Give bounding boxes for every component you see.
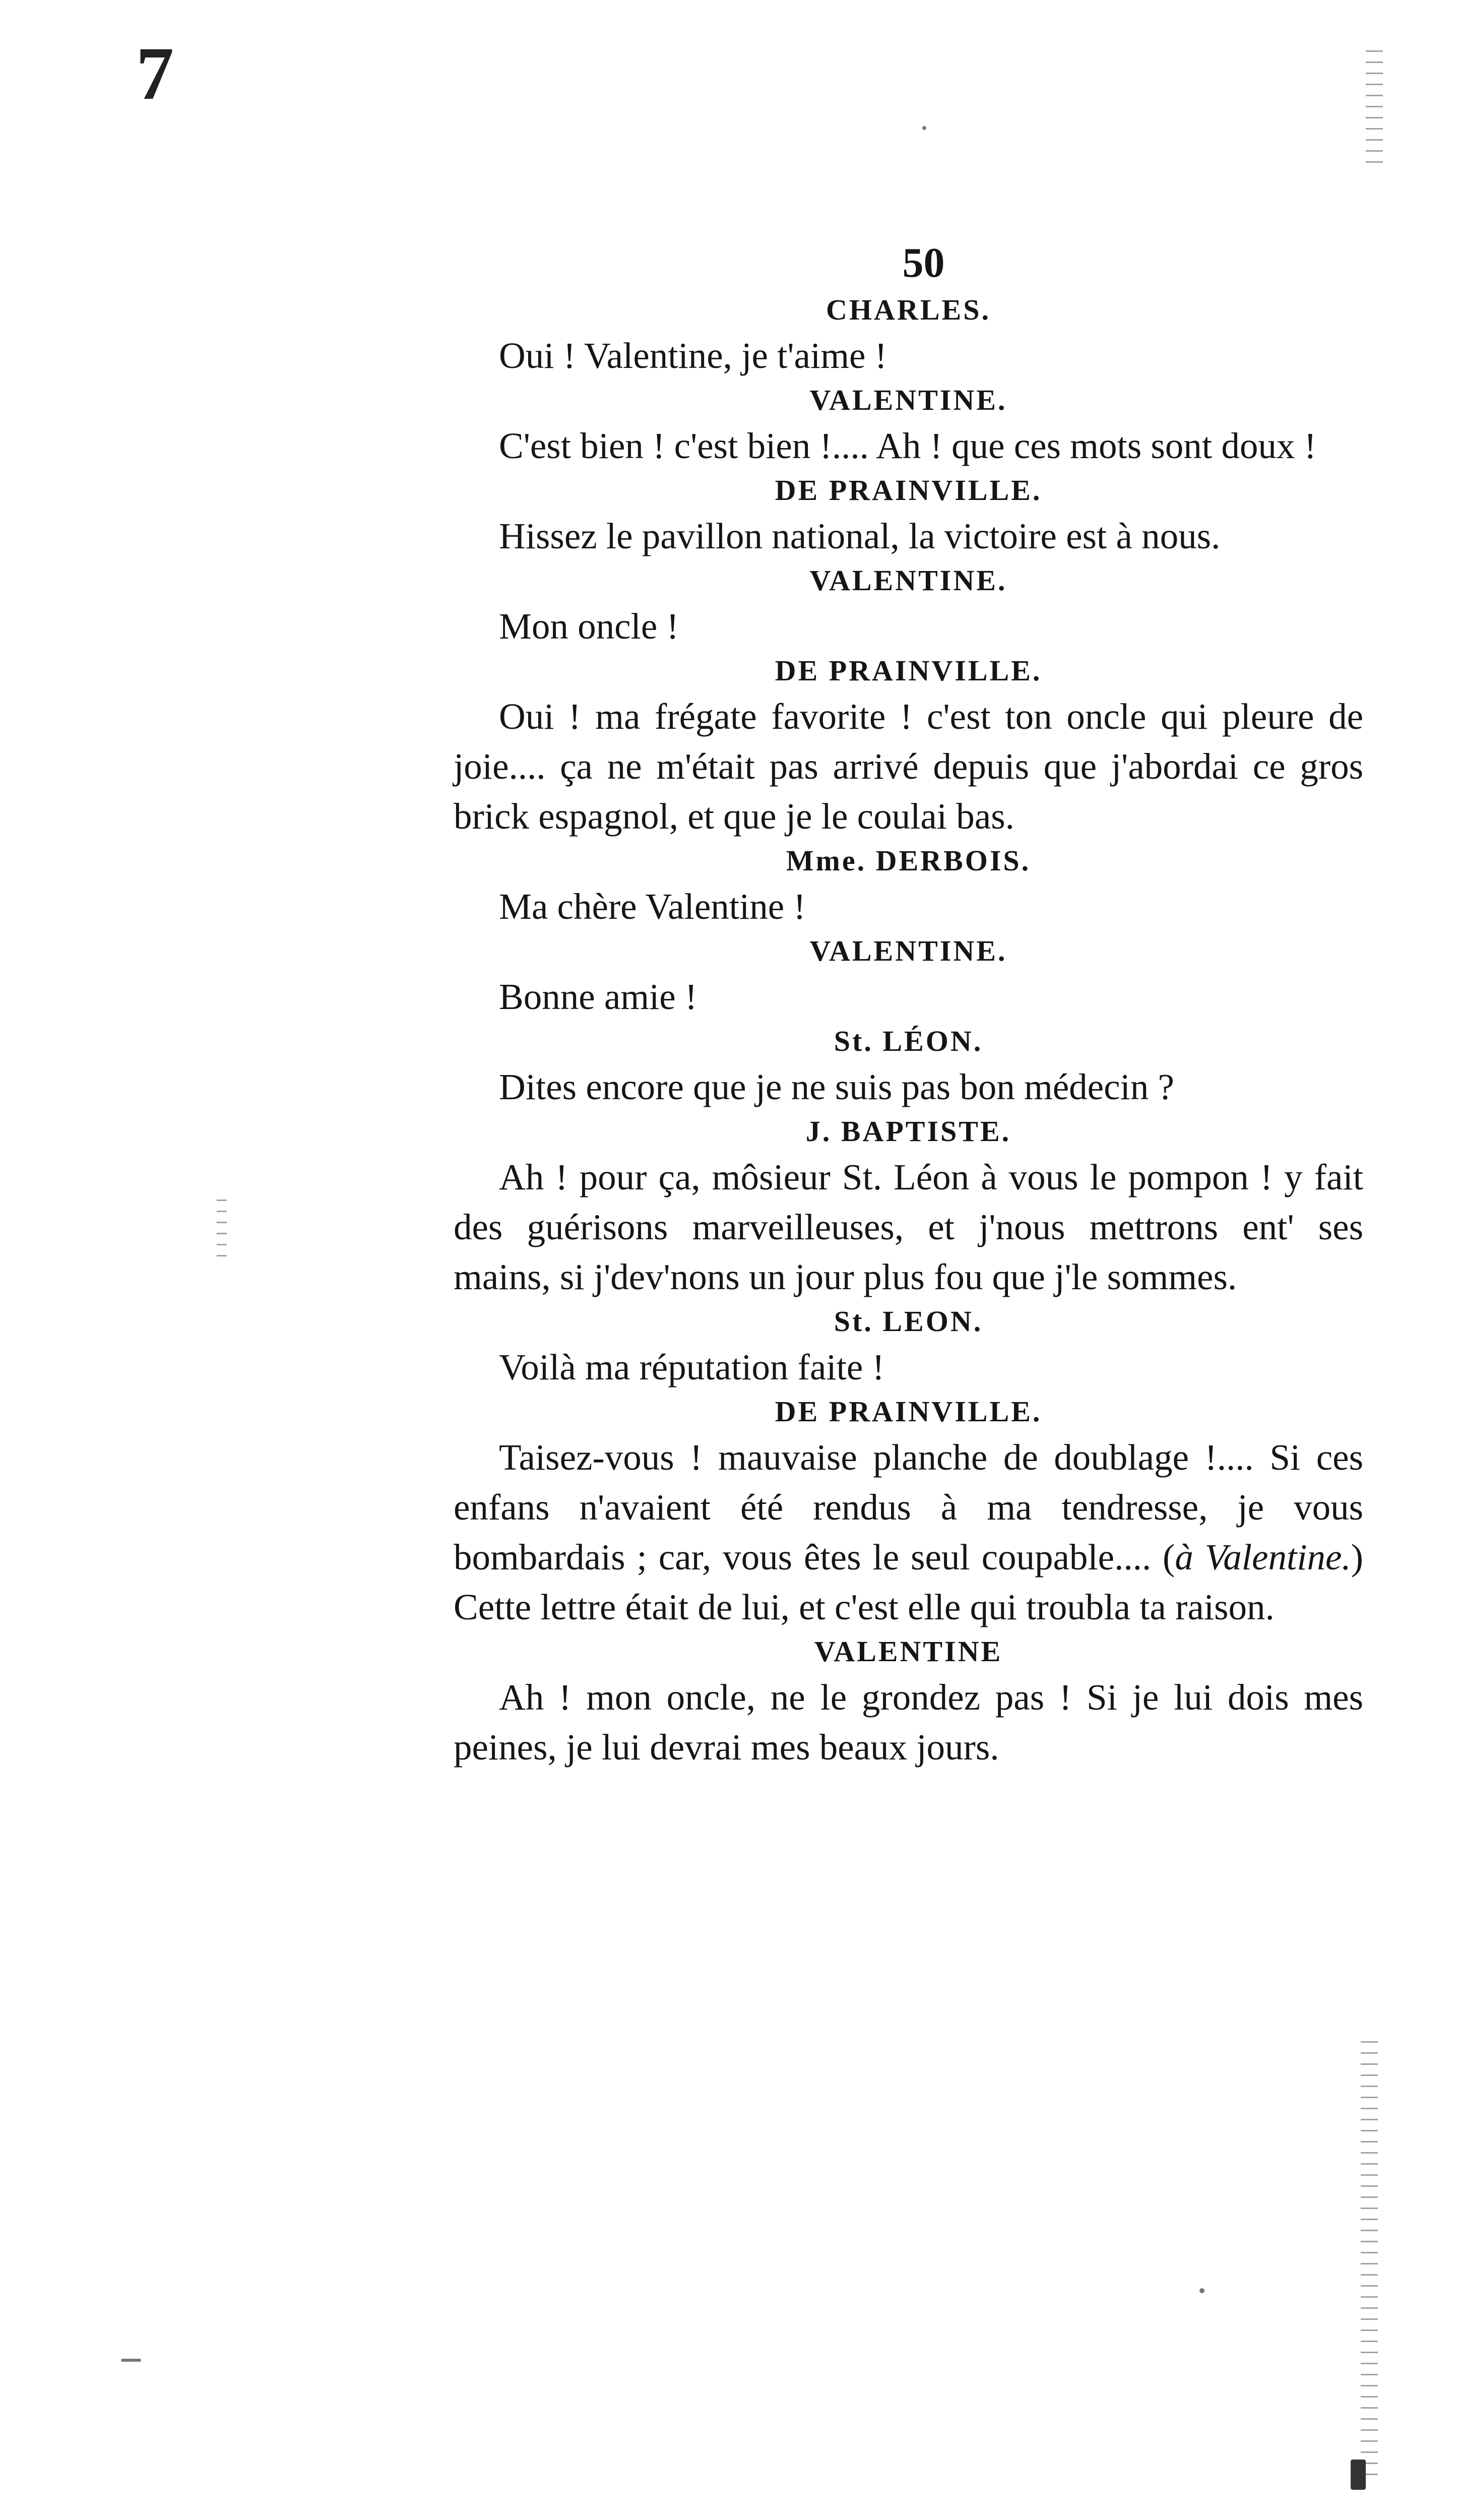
speech-text: Ah ! pour ça, môsieur St. Léon à vous le pompon ! y fait des guérisons marveilleuses, et j'nous mettrons ent' ses mains, si j'dev'nons un jour plus fou que j'le sommes. bbox=[454, 1157, 1363, 1297]
speech-text: Oui ! ma frégate favorite ! c'est ton oncle qui pleure de joie.... ça ne m'était pas arrivé depuis que j'abordai ce gros brick espagnol, et que je le coulai bas. bbox=[454, 696, 1363, 837]
page-number: 50 bbox=[902, 239, 945, 286]
speaker-name: J. BAPTISTE. bbox=[805, 1115, 1011, 1148]
speaker-name: CHARLES. bbox=[826, 293, 991, 326]
speaker-name: VALENTINE. bbox=[809, 934, 1007, 967]
speaker-name: VALENTINE. bbox=[809, 564, 1007, 597]
speaker-name: VALENTINE bbox=[814, 1635, 1003, 1668]
dust-speck bbox=[1351, 2460, 1366, 2490]
speaker-name: St. LEON. bbox=[834, 1305, 983, 1338]
dust-speck bbox=[1199, 2288, 1205, 2293]
speaker-name: Mme. DERBOIS. bbox=[786, 844, 1031, 877]
speaker-name: VALENTINE. bbox=[809, 384, 1007, 416]
stage-direction: à Valentine. bbox=[1175, 1537, 1351, 1578]
speech-text: C'est bien ! c'est bien !.... Ah ! que ces mots sont doux ! bbox=[499, 425, 1316, 466]
speech-text: Mon oncle ! bbox=[499, 606, 679, 647]
speech-text: Oui ! Valentine, je t'aime ! bbox=[499, 335, 887, 376]
speech-text bbox=[454, 1432, 1363, 1632]
dust-speck bbox=[922, 126, 926, 130]
right-edge-noise-bottom bbox=[1361, 2041, 1378, 2485]
right-edge-noise bbox=[1366, 50, 1383, 166]
speech-text: Hissez le pavillon national, la victoire est à nous. bbox=[499, 516, 1221, 556]
dust-speck bbox=[121, 2359, 141, 2362]
text-column bbox=[454, 239, 1363, 1777]
speech-text: Ah ! mon oncle, ne le grondez pas ! Si je lui dois mes peines, je lui devrai mes beaux jours. bbox=[454, 1677, 1363, 1768]
speaker-name: DE PRAINVILLE. bbox=[775, 474, 1042, 507]
speech-text: Bonne amie ! bbox=[499, 976, 698, 1017]
speaker-name: DE PRAINVILLE. bbox=[775, 654, 1042, 687]
corner-ink-mark: 7 bbox=[136, 32, 174, 115]
left-edge-noise bbox=[217, 1200, 227, 1260]
speaker-name: DE PRAINVILLE. bbox=[775, 1395, 1042, 1428]
speech-text: Voilà ma réputation faite ! bbox=[499, 1347, 884, 1388]
speech-text: Ma chère Valentine ! bbox=[499, 886, 806, 927]
speech-text-after: ) Cette lettre était de lui, et c'est elle qui troubla ta raison. bbox=[454, 1537, 1363, 1627]
speaker-name: St. LÉON. bbox=[834, 1025, 983, 1057]
speech-text: Dites encore que je ne suis pas bon médecin ? bbox=[499, 1066, 1174, 1107]
speech-text-before: Taisez-vous ! mauvaise planche de doublage !.... Si ces enfans n'avaient été rendus à ma tendresse, je vous bombardais ; car, vous êtes le seul coupable.... ( bbox=[454, 1437, 1363, 1578]
